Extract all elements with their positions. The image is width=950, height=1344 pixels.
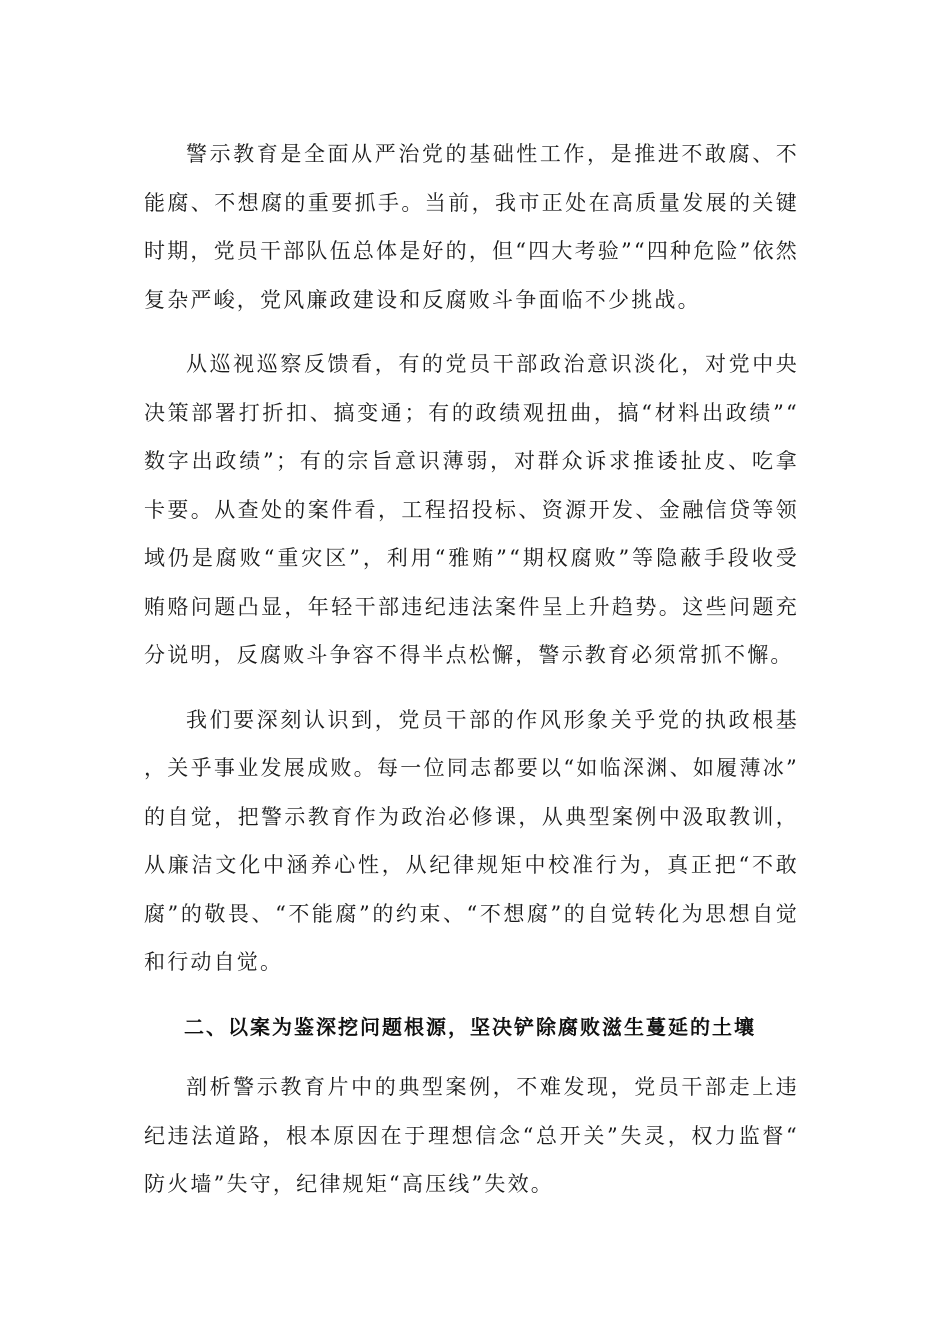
paragraph-case-analysis: 剖析警示教育片中的典型案例，不难发现，党员干部走上违纪违法道路，根本原因在于理想信念“总开关”失灵，权力监督“防火墙”失守，纪律规矩“高压线”失效。 <box>144 1075 799 1196</box>
document-body <box>144 130 799 1225</box>
section-heading: 二、以案为鉴深挖问题根源，坚决铲除腐败滋生蔓延的土壤 <box>184 1014 756 1039</box>
paragraph-warning-education: 警示教育是全面从严治党的基础性工作，是推进不敢腐、不能腐、不想腐的重要抓手。当前，我市正处在高质量发展的关键时期，党员干部队伍总体是好的，但“四大考验”“四种危险”依然复杂严峻，党风廉政建设和反腐败斗争面临不少挑战。 <box>144 142 799 312</box>
paragraph-inspection-feedback: 从巡视巡察反馈看，有的党员干部政治意识淡化，对党中央决策部署打折扣、搞变通；有的政绩观扭曲，搞“材料出政绩”“数字出政绩”；有的宗旨意识薄弱，对群众诉求推诿扯皮、吃拿卡要。从查处的案件看，工程招投标、资源开发、金融信贷等领域仍是腐败“重灾区”，利用“雅贿”“期权腐败”等隐蔽手段收受贿赂问题凸显，年轻干部违纪违法案件呈上升趋势。这些问题充分说明，反腐败斗争容不得半点松懈，警示教育必须常抓不懈。 <box>144 352 799 667</box>
paragraph-deep-understanding: 我们要深刻认识到，党员干部的作风形象关乎党的执政根基，关乎事业发展成败。每一位同志都要以“如临深渊、如履薄冰”的自觉，把警示教育作为政治必修课，从典型案例中汲取教训，从廉洁文化中涵养心性，从纪律规矩中校准行为，真正把“不敢腐”的敬畏、“不能腐”的约束、“不想腐”的自觉转化为思想自觉和行动自觉。 <box>144 707 799 974</box>
